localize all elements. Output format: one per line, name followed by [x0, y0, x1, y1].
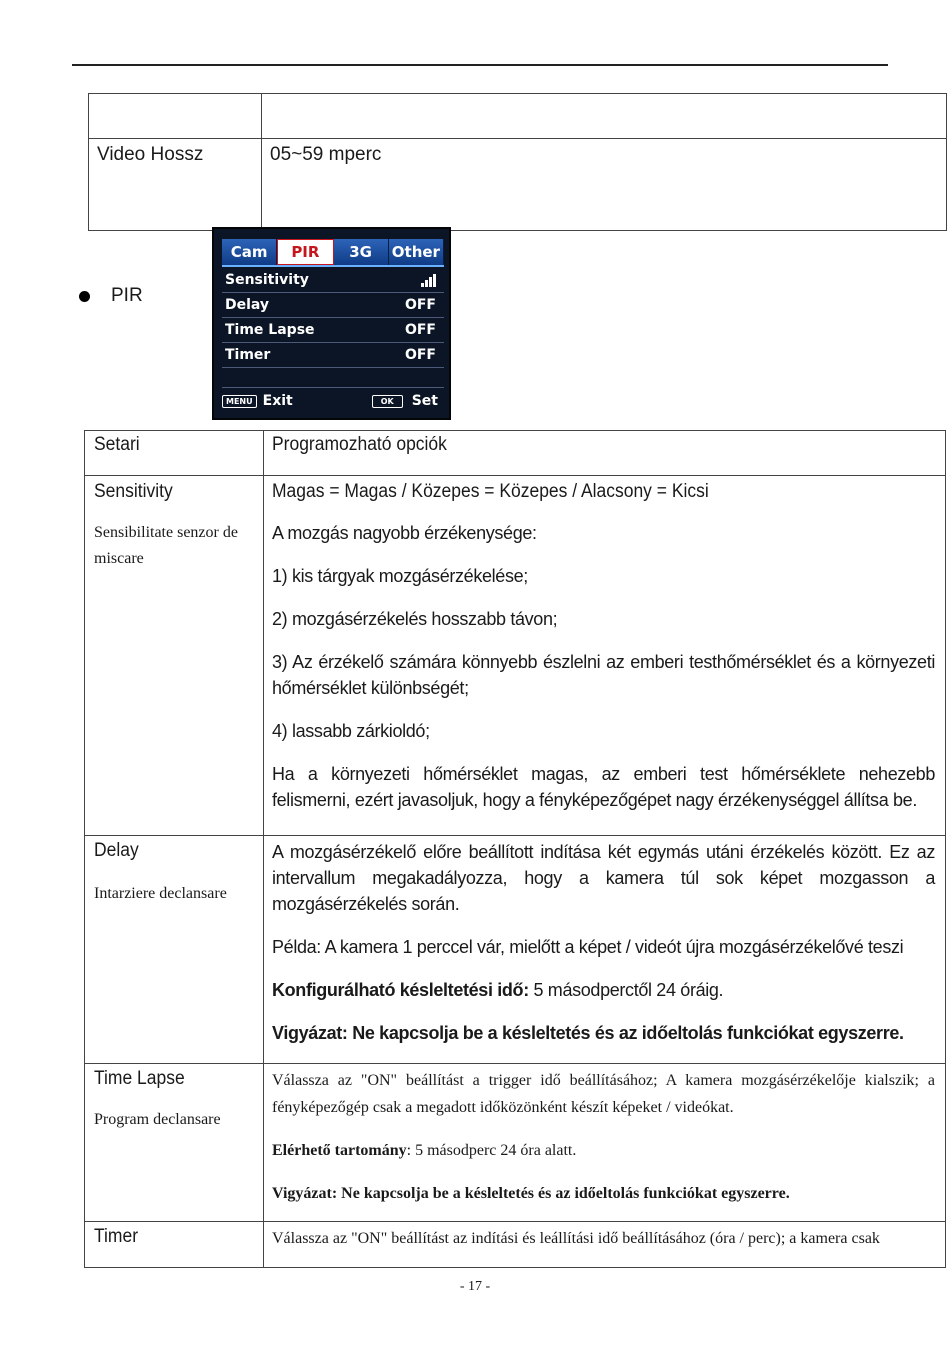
- exit-label: Exit: [262, 393, 293, 409]
- camera-footer-line: [222, 387, 444, 388]
- menu-key-icon: MENU: [222, 395, 257, 408]
- sensitivity-levels: Magas = Magas / Közepes = Közepes / Alacsony = Kicsi: [272, 481, 709, 502]
- camera-pir-menu-screenshot: [212, 227, 451, 420]
- sensitivity-subtitle: Sensibilitate senzor de miscare: [94, 524, 238, 567]
- camera-row-label: Delay: [225, 297, 270, 313]
- pir-settings-table: [84, 430, 946, 1268]
- camera-row-time-lapse: [222, 318, 444, 343]
- delay-config-value: 5 másodperctől 24 óráig.: [528, 980, 724, 1000]
- delay-example: Példa: A kamera 1 perccel vár, mielőtt a képet / videót újra mozgásérzékelővé teszi: [272, 937, 904, 957]
- row-timer: [85, 1222, 946, 1268]
- delay-warning: Vigyázat: Ne kapcsolja be a késleltetés és az időeltolás funkciókat egyszerre.: [272, 1023, 904, 1043]
- delay-config-label: Konfigurálható késleltetési idő:: [272, 980, 529, 1000]
- sensitivity-intro: A mozgás nagyobb érzékenysége:: [272, 523, 537, 543]
- camera-tab-3g: 3G: [334, 239, 389, 265]
- set-label: Set: [411, 393, 438, 409]
- timer-title: Timer: [94, 1226, 139, 1247]
- page-number: - 17 -: [459, 1279, 491, 1294]
- camera-row-label: Timer: [225, 347, 271, 363]
- header-setting: Setari: [94, 434, 140, 455]
- pir-bullet-label: PIR: [111, 285, 143, 306]
- header-options: Programozható opciók: [272, 434, 447, 455]
- sensitivity-point-4: 4) lassabb zárkioldó;: [272, 721, 430, 741]
- sensitivity-point-2: 2) mozgásérzékelés hosszabb távon;: [272, 609, 558, 629]
- delay-subtitle: Intarziere declansare: [94, 885, 227, 902]
- header-rule: [72, 64, 888, 66]
- camera-tab-pir: PIR: [277, 239, 333, 265]
- time-lapse-warning: Vigyázat: Ne kapcsolja be a késleltetés és az időeltolás funkciókat egyszerre.: [272, 1185, 790, 1202]
- time-lapse-range: [272, 1137, 935, 1164]
- camera-tab-underline: [222, 265, 444, 267]
- delay-config: [272, 977, 935, 1003]
- video-length-value: 05~59 mperc: [262, 139, 947, 231]
- camera-row-label: Sensitivity: [225, 272, 309, 288]
- camera-footer: [222, 391, 444, 411]
- time-lapse-range-value: : 5 másodperc 24 óra alatt.: [406, 1142, 577, 1159]
- bullet-dot-icon: [79, 291, 90, 302]
- delay-title: Delay: [94, 840, 139, 861]
- delay-description: A mozgásérzékelő előre beállított indítása két egymás utáni érzékelés között. Ez az intervallum megakadályozza, hogy a kamera túl sok képet mozgasson a mozgásérzékelés során.: [272, 842, 935, 914]
- time-lapse-range-label: Elérhető tartomány: [272, 1142, 407, 1159]
- sensitivity-point-1: 1) kis tárgyak mozgásérzékelése;: [272, 566, 528, 586]
- sensitivity-note: Ha a környezeti hőmérséklet magas, az emberi test hőmérséklete nehezebb felismerni, ezért javasoljuk, hogy a fényképezőgépet nagy érzékenységgel állítsa be.: [272, 764, 935, 810]
- camera-row-value: OFF: [404, 347, 436, 363]
- row-delay: [85, 836, 946, 1064]
- camera-row-delay: [222, 293, 444, 318]
- camera-tab-other: Other: [389, 239, 444, 265]
- camera-row-value: OFF: [404, 297, 436, 313]
- time-lapse-subtitle: Program declansare: [94, 1111, 221, 1128]
- camera-row-timer: [222, 343, 444, 368]
- video-length-table: [88, 93, 947, 231]
- camera-row-label: Time Lapse: [225, 322, 315, 338]
- time-lapse-title: Time Lapse: [94, 1068, 185, 1089]
- row-time-lapse: [85, 1064, 946, 1222]
- camera-tab-cam: Cam: [222, 239, 277, 265]
- time-lapse-description: Válassza az "ON" beállítást a trigger idő beállításához; A kamera mozgásérzékelője kialszik; a fényképezőgép csak a megadott időközönként készít képeket / videókat.: [272, 1072, 935, 1116]
- camera-row-sensitivity: [222, 268, 444, 293]
- ok-key-icon: OK: [372, 395, 403, 408]
- sensitivity-point-3: 3) Az érzékelő számára könnyebb észlelni az emberi testhőmérséklet és a környezeti hőmérséklet különbségét;: [272, 652, 935, 698]
- camera-row-value: OFF: [404, 322, 436, 338]
- signal-bars-icon: [421, 273, 436, 287]
- video-length-label: Video Hossz: [89, 139, 262, 231]
- row-sensitivity: [85, 476, 946, 836]
- timer-description: Válassza az "ON" beállítást az indítási és leállítási idő beállításához (óra / perc); a kamera csak: [272, 1230, 880, 1247]
- camera-tabs: [222, 239, 444, 265]
- sensitivity-title: Sensitivity: [94, 481, 173, 502]
